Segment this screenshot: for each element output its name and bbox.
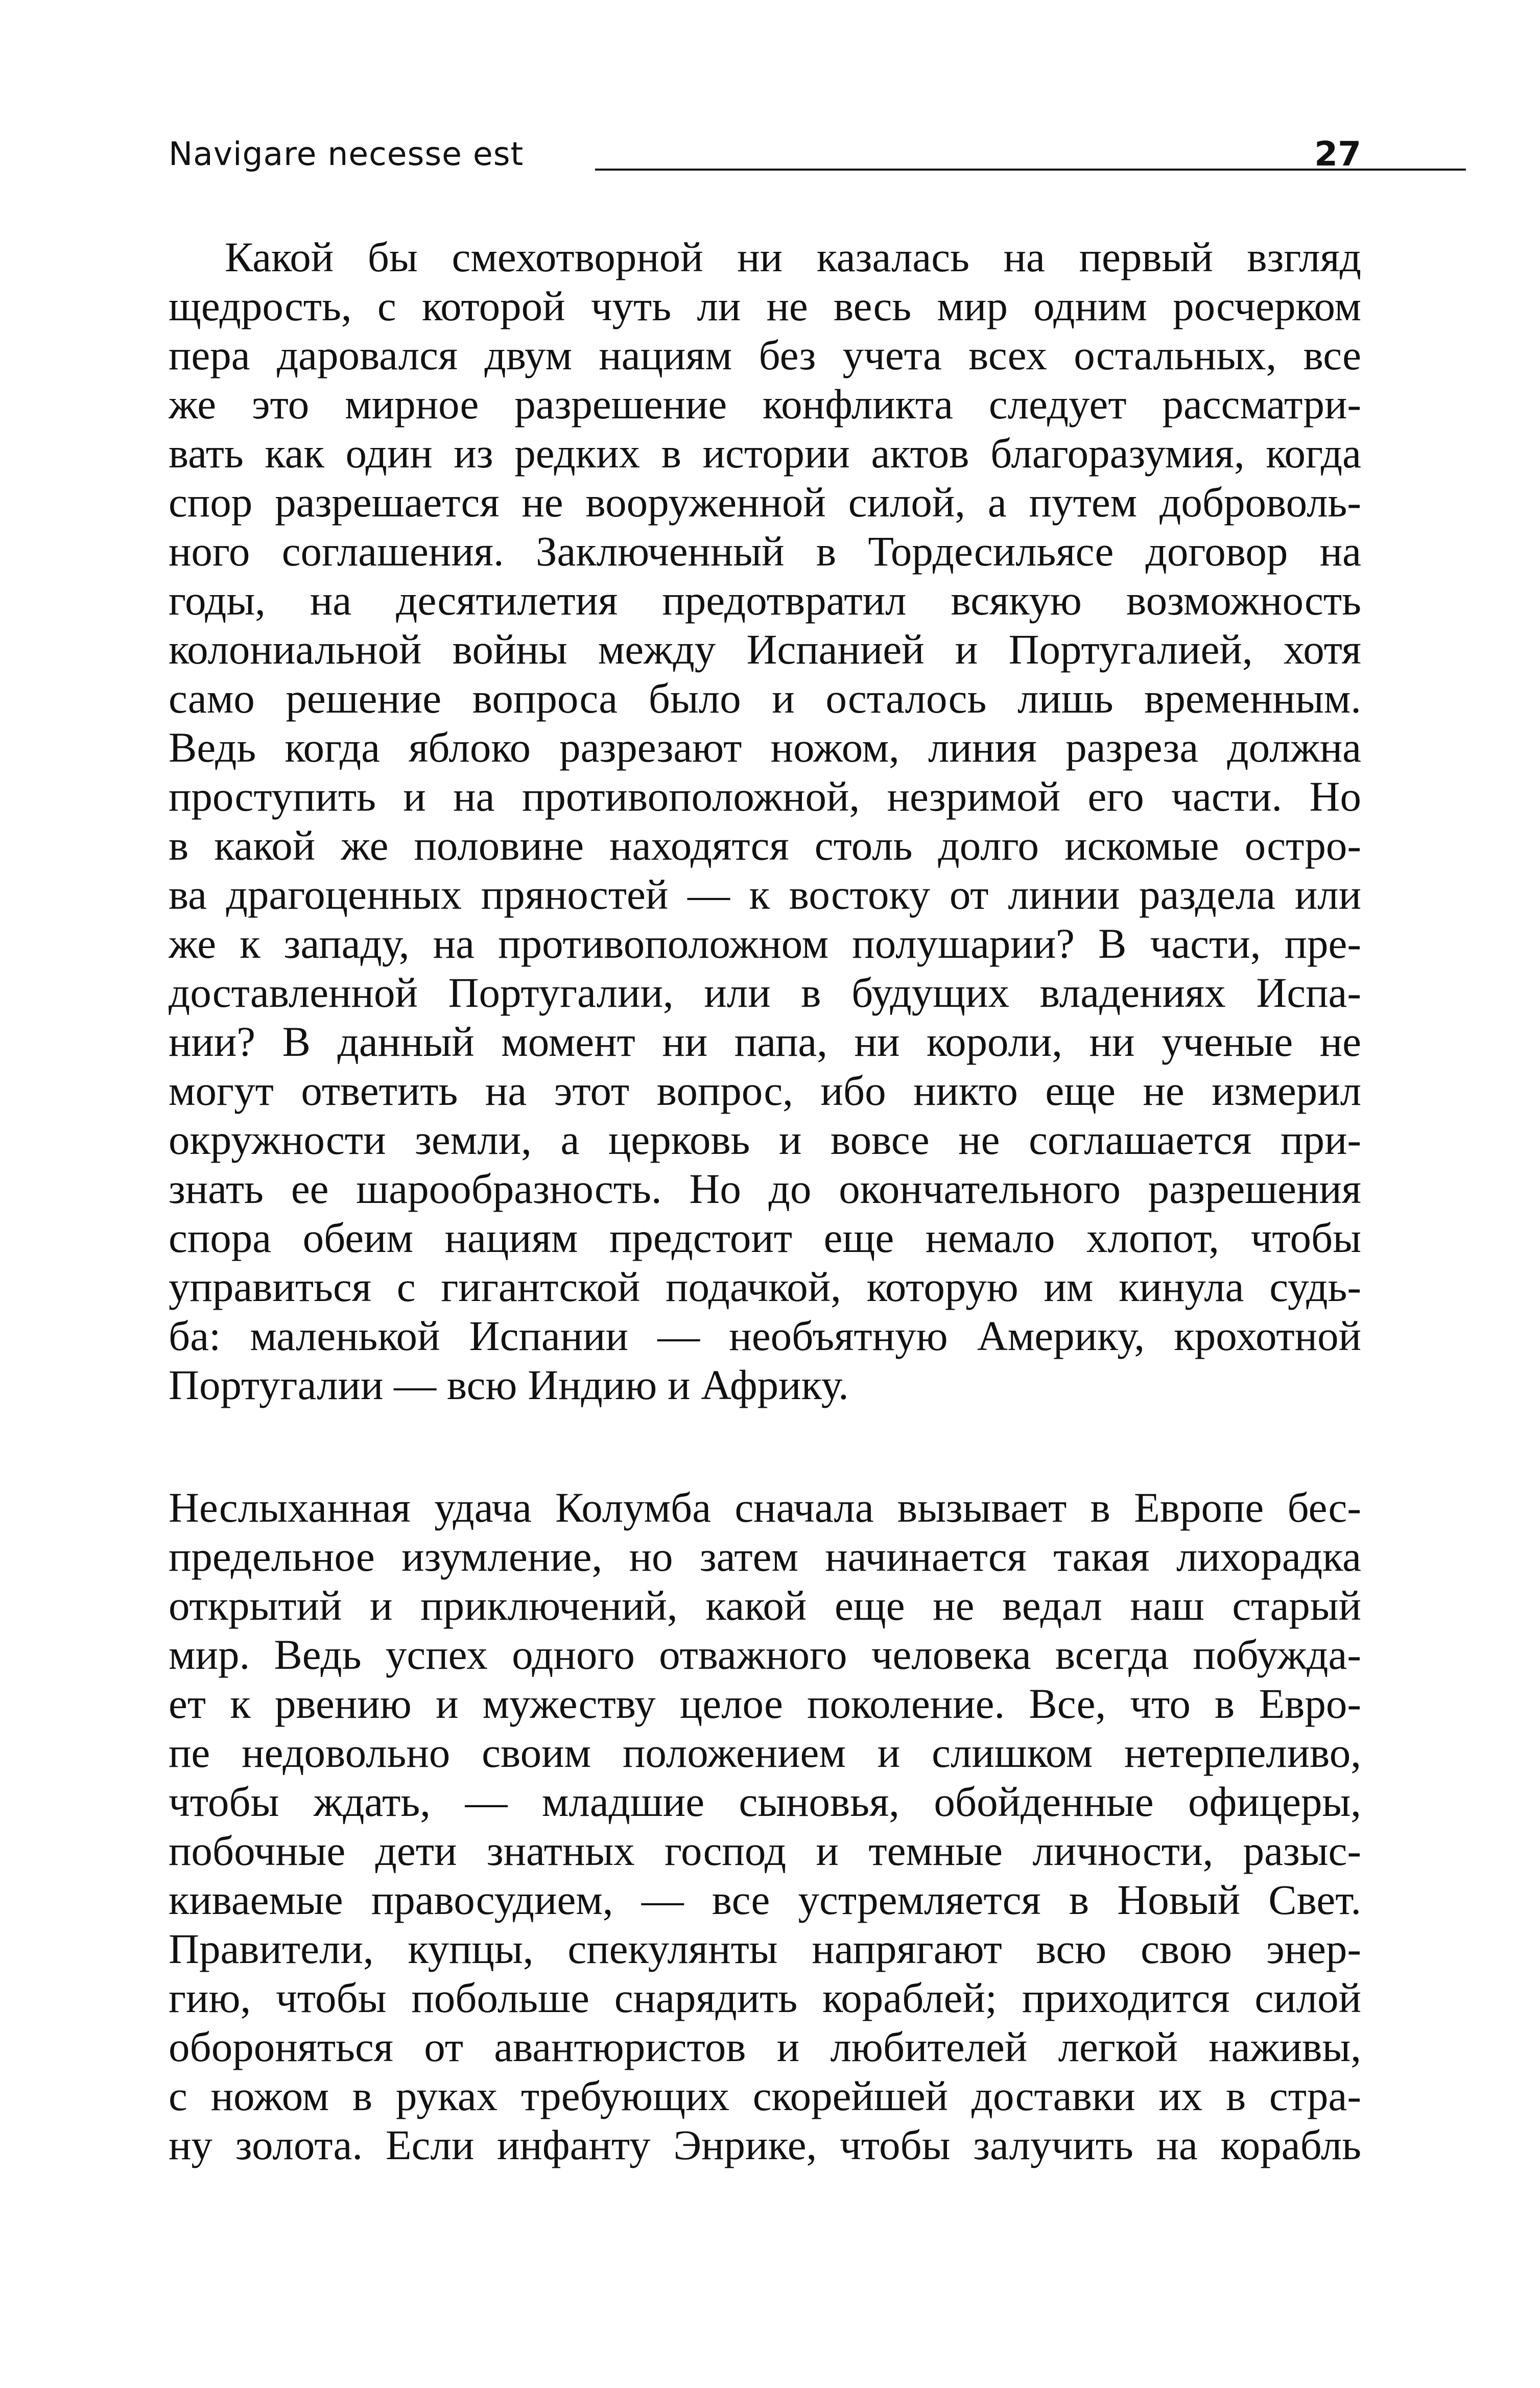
text-line: киваемые правосудием, — все устремляется в Новый Свет. bbox=[169, 1876, 1361, 1923]
text-line: же это мирное разрешение конфликта следует рассматри- bbox=[169, 381, 1361, 428]
running-title: Navigare necesse est bbox=[169, 135, 524, 173]
text-line: ба: маленькой Испании — необъятную Америку, крохотной bbox=[169, 1312, 1361, 1359]
text-line: в какой же половине находятся столь долго искомые остро- bbox=[169, 822, 1361, 869]
text-line: вать как один из редких в истории актов благоразумия, когда bbox=[169, 430, 1361, 477]
running-head bbox=[169, 134, 1361, 175]
text-line: открытий и приключений, какой еще не ведал наш старый bbox=[169, 1582, 1361, 1629]
text-line: гию, чтобы побольше снарядить кораблей; приходится силой bbox=[169, 1974, 1361, 2021]
text-line: могут ответить на этот вопрос, ибо никто еще не измерил bbox=[169, 1067, 1361, 1114]
text-line: знать ее шарообразность. Но до окончательного разрешения bbox=[169, 1165, 1361, 1212]
text-line: окружности земли, а церковь и вовсе не соглашается при- bbox=[169, 1116, 1361, 1163]
text-line: управиться с гигантской подачкой, которую им кинула судь- bbox=[169, 1263, 1361, 1310]
text-line: ного соглашения. Заключенный в Тордесильясе договор на bbox=[169, 528, 1361, 575]
page-number: 27 bbox=[1314, 134, 1361, 174]
text-line: чтобы ждать, — младшие сыновья, обойденные офицеры, bbox=[169, 1778, 1361, 1825]
text-line: колониальной войны между Испанией и Португалией, хотя bbox=[169, 626, 1361, 673]
text-line: Неслыханная удача Колумба сначала вызывает в Европе бес- bbox=[169, 1484, 1361, 1531]
text-line: побочные дети знатных господ и темные личности, разыс- bbox=[169, 1827, 1361, 1874]
text-line: предельное изумление, но затем начинается такая лихорадка bbox=[169, 1533, 1361, 1580]
text-line: щедрость, с которой чуть ли не весь мир одним росчерком bbox=[169, 282, 1361, 329]
text-line: пера даровался двум нациям без учета всех остальных, все bbox=[169, 332, 1361, 379]
text-line: ну золота. Если инфанту Энрике, чтобы залучить на корабль bbox=[169, 2121, 1361, 2168]
text-line: Правители, купцы, спекулянты напрягают всю свою энер- bbox=[169, 1925, 1361, 1972]
text-line: спор разрешается не вооруженной силой, а путем доброволь- bbox=[169, 479, 1361, 526]
text-line: нии? В данный момент ни папа, ни короли, ни ученые не bbox=[169, 1018, 1361, 1065]
text-line: спора обеим нациям предстоит еще немало хлопот, чтобы bbox=[169, 1214, 1361, 1261]
text-line: Португалии — всю Индию и Африку. bbox=[169, 1361, 849, 1408]
text-line: Ведь когда яблоко разрезают ножом, линия разреза должна bbox=[169, 724, 1361, 771]
text-line: проступить и на противоположной, незримой его части. Но bbox=[169, 773, 1361, 820]
text-line: обороняться от авантюристов и любителей легкой наживы, bbox=[169, 2023, 1361, 2070]
text-line: ва драгоценных пряностей — к востоку от линии раздела или bbox=[169, 871, 1361, 918]
text-line: мир. Ведь успех одного отважного человека всегда побужда- bbox=[169, 1631, 1361, 1678]
text-line: годы, на десятилетия предотвратил всякую возможность bbox=[169, 577, 1361, 624]
text-line: доставленной Португалии, или в будущих владениях Испа- bbox=[169, 969, 1361, 1016]
text-line: с ножом в руках требующих скорейшей доставки их в стра- bbox=[169, 2072, 1361, 2119]
text-line: же к западу, на противоположном полушарии? В части, пре- bbox=[169, 920, 1361, 967]
text-line: ет к рвению и мужеству целое поколение. Все, что в Евро- bbox=[169, 1680, 1361, 1727]
text-line: пе недовольно своим положением и слишком нетерпеливо, bbox=[169, 1729, 1361, 1776]
text-line: само решение вопроса было и осталось лишь временным. bbox=[169, 675, 1361, 722]
text-line: Какой бы смехотворной ни казалась на первый взгляд bbox=[225, 233, 1361, 280]
